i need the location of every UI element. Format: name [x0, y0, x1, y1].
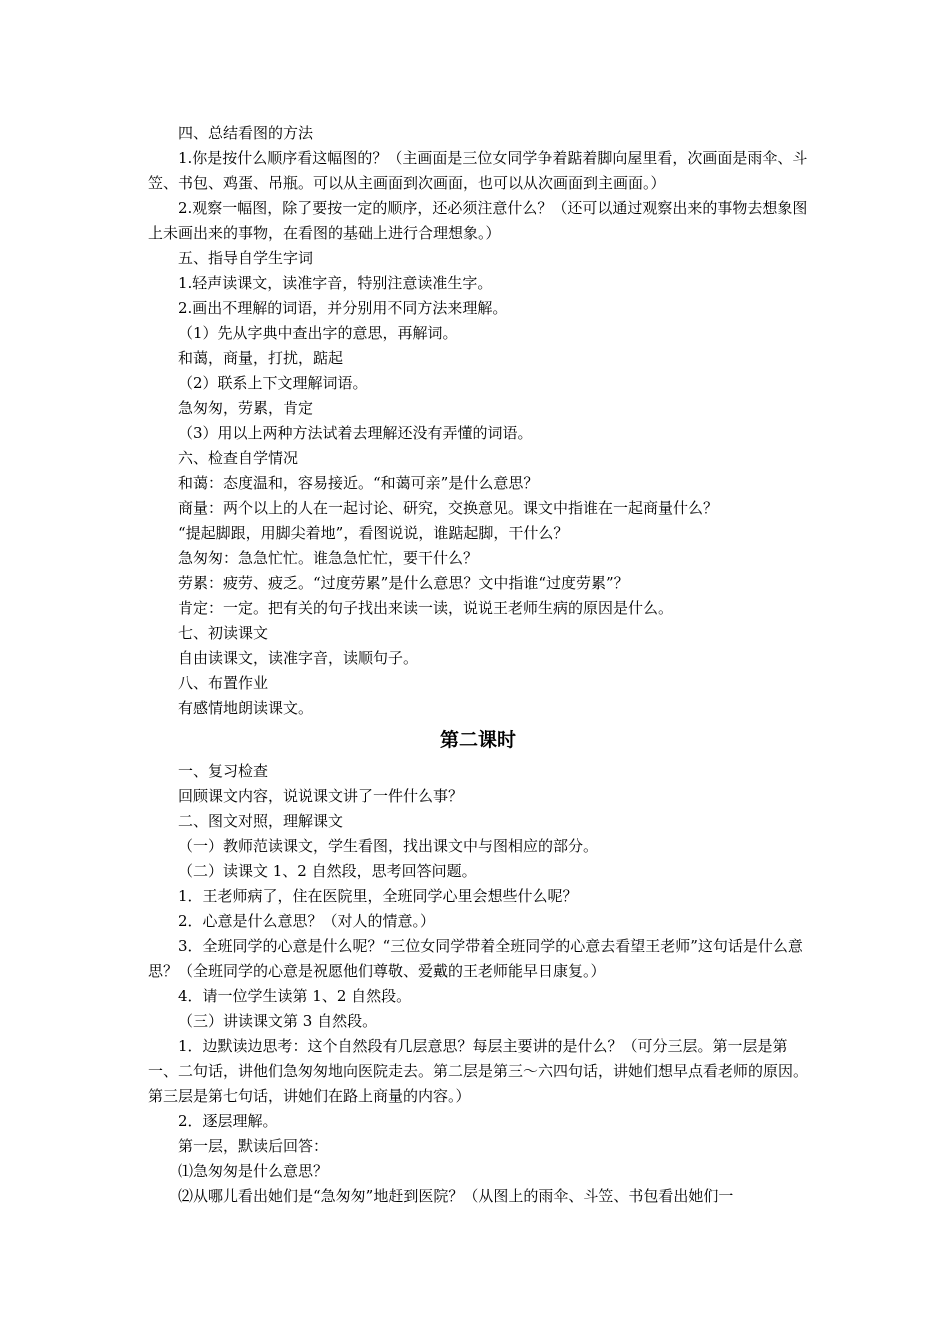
paragraph: 1.你是按什么顺序看这幅图的？（主画面是三位女同学争着踮着脚向屋里看，次画面是雨伞、斗笠、书包、鸡蛋、吊瓶。可以从主画面到次画面，也可以从次画面到主画面。）	[148, 149, 808, 192]
paragraph: （三）讲读课文第 3 自然段。	[178, 1012, 378, 1030]
section-heading: 二、图文对照，理解课文	[178, 812, 344, 830]
paragraph: 自由读课文，读准字音，读顺句子。	[178, 649, 419, 667]
paragraph: （一）教师范读课文，学生看图，找出课文中与图相应的部分。	[178, 837, 599, 855]
paragraph: 和蔼，商量，打扰，踮起	[178, 349, 344, 367]
paragraph: ⑴急匆匆是什么意思？	[178, 1162, 329, 1180]
paragraph: 2．逐层理解。	[178, 1112, 278, 1130]
paragraph: 1．王老师病了，住在医院里，全班同学心里会想些什么呢？	[178, 887, 578, 905]
section-heading: 七、初读课文	[178, 624, 269, 642]
paragraph: 有感情地朗读课文。	[178, 699, 314, 717]
paragraph: （1）先从字典中查出字的意思，再解词。	[178, 324, 458, 342]
lesson-title: 第二课时	[439, 729, 516, 751]
paragraph: 肯定：一定。把有关的句子找出来读一读，说说王老师生病的原因是什么。	[178, 599, 674, 617]
section-heading: 五、指导自学生字词	[178, 249, 314, 267]
paragraph: 2.画出不理解的词语，并分别用不同方法来理解。	[178, 299, 508, 317]
document-body	[148, 121, 809, 1209]
paragraph: “提起脚跟，用脚尖着地”，看图说说，谁踮起脚，干什么？	[178, 524, 569, 542]
section-heading: 六、检查自学情况	[178, 449, 299, 467]
paragraph: 4．请一位学生读第 1、2 自然段。	[178, 987, 412, 1005]
paragraph: 1．边默读边思考：这个自然段有几层意思？每层主要讲的是什么？（可分三层。第一层是第一、二句话，讲他们急匆匆地向医院走去。第二层是第三～六四句话，讲她们想早点看老师的原因。第三层是第七句话，讲她们在路上商量的内容。）	[148, 1037, 809, 1105]
paragraph: 3．全班同学的心意是什么呢？“三位女同学带着全班同学的心意去看望王老师”这句话是什么意思？（全班同学的心意是祝愿他们尊敬、爱戴的王老师能早日康复。）	[148, 937, 803, 980]
section-heading: 八、布置作业	[178, 674, 269, 692]
paragraph: 劳累：疲劳、疲乏。“过度劳累”是什么意思？文中指谁“过度劳累”？	[178, 574, 629, 592]
paragraph: 2．心意是什么意思？（对人的情意。）	[178, 912, 436, 930]
paragraph: （3）用以上两种方法试着去理解还没有弄懂的词语。	[178, 424, 533, 442]
paragraph: 回顾课文内容，说说课文讲了一件什么事？	[178, 787, 464, 805]
paragraph: 急匆匆：急急忙忙。谁急急忙忙，要干什么？	[178, 549, 479, 567]
paragraph: 和蔼：态度温和，容易接近。“和蔼可亲”是什么意思？	[178, 474, 539, 492]
paragraph: 1.轻声读课文，读准字音，特别注意读准生字。	[178, 274, 493, 292]
paragraph: 第一层，默读后回答：	[178, 1137, 329, 1155]
section-heading: 四、总结看图的方法	[178, 124, 314, 142]
paragraph: 商量：两个以上的人在一起讨论、研究，交换意见。课文中指谁在一起商量什么？	[178, 499, 719, 517]
paragraph: 2.观察一幅图，除了要按一定的顺序，还必须注意什么？（还可以通过观察出来的事物去想象图上未画出来的事物，在看图的基础上进行合理想象。）	[148, 199, 808, 242]
paragraph: （2）联系上下文理解词语。	[178, 374, 368, 392]
paragraph: ⑵从哪儿看出她们是“急匆匆”地赶到医院？（从图上的雨伞、斗笠、书包看出她们一	[178, 1187, 734, 1205]
paragraph: 急匆匆，劳累，肯定	[178, 399, 314, 417]
paragraph: （二）读课文 1、2 自然段，思考回答问题。	[178, 862, 477, 880]
section-heading: 一、复习检查	[178, 762, 269, 780]
